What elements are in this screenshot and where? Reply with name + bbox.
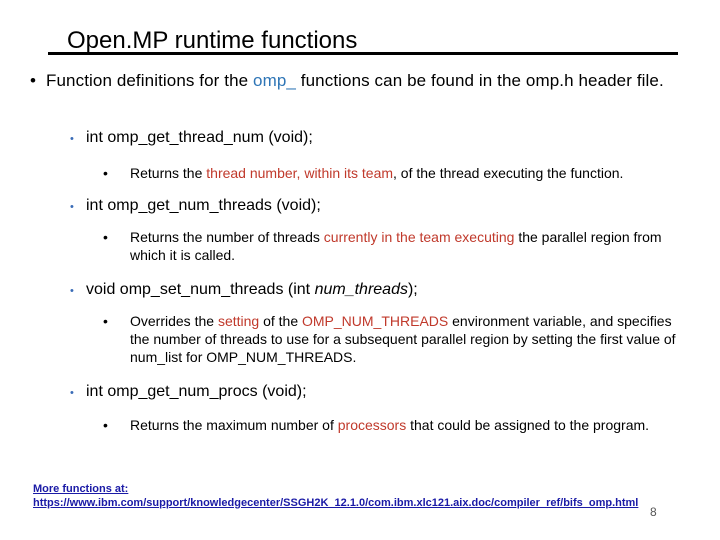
slide-title: Open.MP runtime functions bbox=[67, 27, 358, 54]
sig-param: num_threads bbox=[314, 281, 408, 298]
sig-before: void omp_set_num_threads (int bbox=[86, 281, 315, 298]
desc-before: Overrides the bbox=[130, 313, 218, 329]
bullet-icon: • bbox=[70, 201, 74, 213]
intro-text bbox=[46, 70, 686, 92]
desc-mid: of the bbox=[259, 313, 302, 329]
desc-highlight: thread number, within its team bbox=[206, 165, 394, 181]
more-functions-link[interactable] bbox=[33, 482, 638, 510]
desc-after: environment variable, and specifies the number of threads to use for a subsequent parallel region by setting the first value of num_list for OMP_NUM_THREADS. bbox=[130, 313, 676, 365]
bullet-icon: • bbox=[103, 229, 108, 245]
signature-text: int omp_get_num_threads (void); bbox=[86, 197, 321, 214]
description-text bbox=[130, 164, 690, 182]
bullet-icon: • bbox=[103, 165, 108, 181]
bullet-icon: • bbox=[70, 387, 74, 399]
desc-after: that could be assigned to the program. bbox=[406, 417, 650, 433]
desc-after: , of the thread executing the function. bbox=[393, 165, 624, 181]
description-text bbox=[130, 416, 690, 434]
desc-before: Returns the maximum number of bbox=[130, 417, 338, 433]
desc-after: the parallel region from which it is called. bbox=[130, 229, 662, 263]
title-underline bbox=[48, 52, 678, 55]
signature-text: int omp_get_num_procs (void); bbox=[86, 383, 307, 400]
desc-highlight: currently in the team executing bbox=[323, 229, 515, 245]
page-number: 8 bbox=[650, 505, 657, 519]
description-text bbox=[130, 228, 690, 264]
desc-before: Returns the bbox=[130, 165, 207, 181]
desc-before: Returns the number of threads bbox=[130, 229, 324, 245]
bullet-icon: • bbox=[103, 313, 108, 329]
intro-highlight: omp_ bbox=[253, 71, 296, 90]
intro-after: functions can be found in the omp.h header file. bbox=[295, 71, 664, 90]
signature-text: int omp_get_thread_num (void); bbox=[86, 129, 313, 146]
description-text bbox=[130, 312, 690, 366]
intro-before: Function definitions for the bbox=[46, 71, 254, 90]
bullet-icon: • bbox=[70, 285, 74, 297]
sig-after: ); bbox=[407, 281, 418, 298]
desc-highlight: setting bbox=[217, 313, 260, 329]
signature-text bbox=[86, 280, 418, 300]
more-functions-label[interactable]: More functions at: bbox=[33, 483, 129, 495]
bullet-icon: • bbox=[103, 417, 108, 433]
bullet-icon: • bbox=[30, 71, 37, 90]
desc-highlight: processors bbox=[337, 417, 407, 433]
desc-highlight-2: OMP_NUM_THREADS bbox=[302, 313, 449, 329]
more-functions-url[interactable]: https://www.ibm.com/support/knowledgecenter/SSGH2K_12.1.0/com.ibm.xlc121.aix.doc/compiler_ref/bifs_omp.html bbox=[33, 497, 639, 509]
bullet-icon: • bbox=[70, 133, 74, 145]
